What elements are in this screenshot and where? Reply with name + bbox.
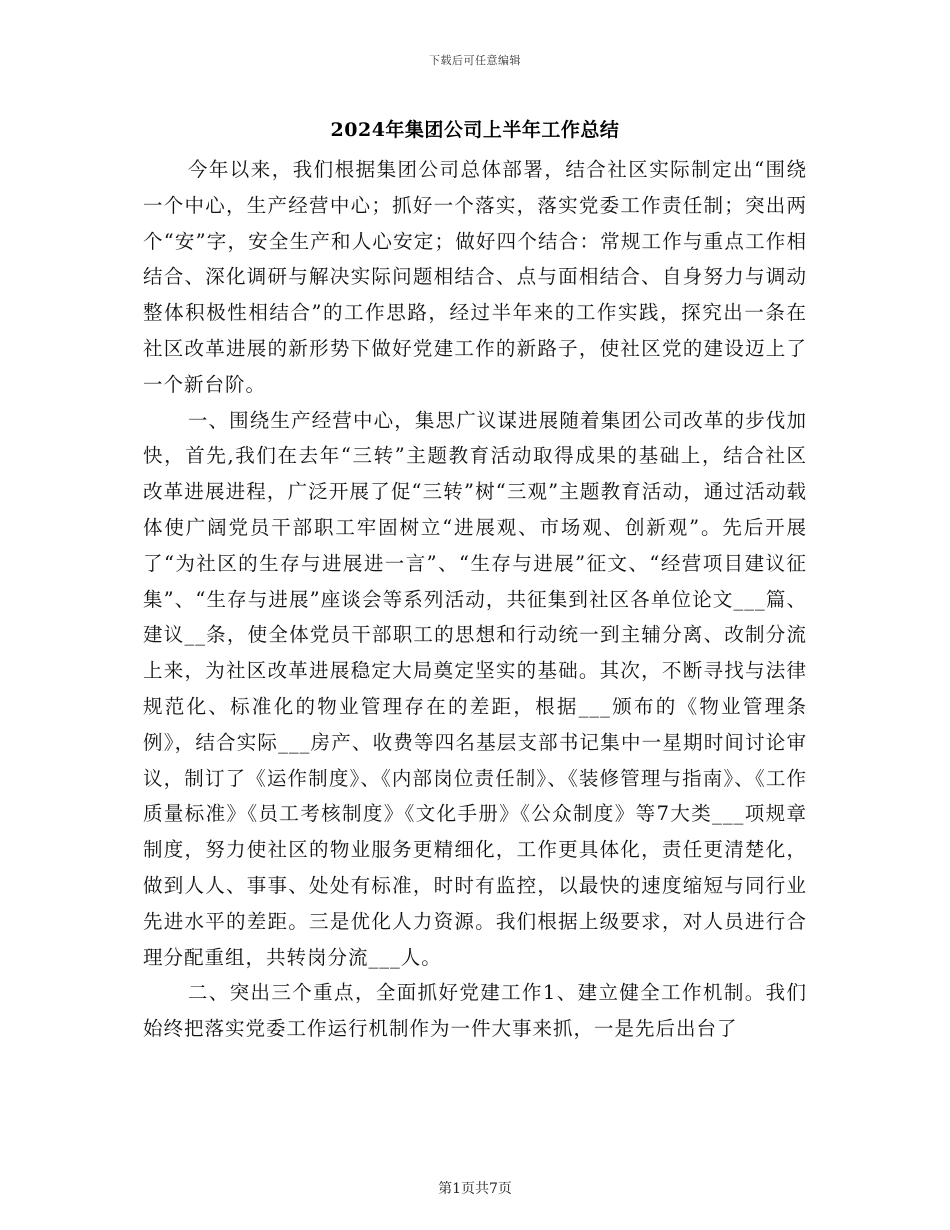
paragraph-section-two: 二、突出三个重点，全面抓好党建工作1、建立健全工作机制。我们始终把落实党委工作运行机制作为一件大事来抓，一是先后出台了 <box>143 981 807 1041</box>
document-body <box>143 152 807 1047</box>
paragraph-section-one: 一、围绕生产经营中心，集思广议谋进展随着集团公司改革的步伐加快，首先,我们在去年“三转”主题教育活动取得成果的基础上，结合社区改革进展进程，广泛开展了促“三转”树“三观”主题教育活动，通过活动载体使广阔党员干部职工牢固树立“进展观、市场观、创新观”。先后开展了“为社区的生存与进展进一言”、“生存与进展”征文、“经营项目建议征集”、“生存与进展”座谈会等系列活动，共征集到社区各单位论文___篇、建议__条，使全体党员干部职工的思想和行动统一到主辅分离、改制分流上来，为社区改革进展稳定大局奠定坚实的基础。其次，不断寻找与法律规范化、标准化的物业管理存在的差距，根据___颁布的《物业管理条例》，结合实际___房产、收费等四名基层支部书记集中一星期时间讨论审议，制订了《运作制度》、《内部岗位责任制》、《装修管理与指南》、《工作质量标准》《员工考核制度》《文化手册》《公众制度》等7大类___项规章制度，努力使社区的物业服务更精细化，工作更具体化，责任更清楚化，做到人人、事事、处处有标准，时时有监控，以最快的速度缩短与同行业先进水平的差距。三是优化人力资源。我们根据上级要求，对人员进行合理分配重组，共转岗分流___人。 <box>143 408 807 969</box>
paragraph-intro: 今年以来，我们根据集团公司总体部署，结合社区实际制定出“围绕一个中心，生产经营中心；抓好一个落实，落实党委工作责任制；突出两个“安”字，安全生产和人心安定；做好四个结合：常规工作与重点工作相结合、深化调研与解决实际问题相结合、点与面相结合、自身努力与调动整体积极性相结合”的工作思路，经过半年来的工作实践，探究出一条在社区改革进展的新形势下做好党建工作的新路子，使社区党的建设迈上了一个新台阶。 <box>143 158 807 396</box>
page-number: 第1页共7页 <box>438 1181 512 1197</box>
document-title: 2024年集团公司上半年工作总结 <box>330 119 620 141</box>
page-header-note: 下载后可任意编辑 <box>429 54 521 67</box>
